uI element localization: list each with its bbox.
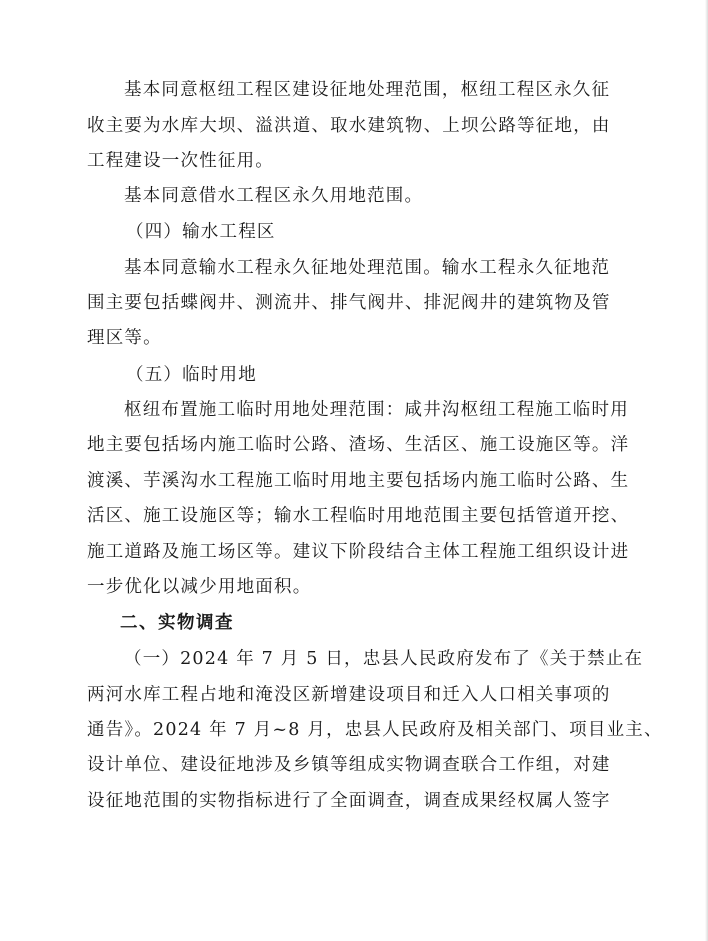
section-heading: （四）输水工程区 [126, 222, 276, 242]
body-line: （一）2024 年 7 月 5 日，忠县人民政府发布了《关于禁止在 [124, 649, 644, 669]
body-line: 收主要为水库大坝、溢洪道、取水建筑物、上坝公路等征地，由 [87, 116, 611, 136]
body-line: 通告》。2024 年 7 月~8 月，忠县人民政府及相关部门、项目业主、 [87, 720, 663, 740]
body-line: 设征地范围的实物指标进行了全面调查，调查成果经权属人签字 [87, 791, 611, 811]
body-line: 基本同意借水工程区永久用地范围。 [124, 186, 424, 206]
section-heading: （五）临时用地 [126, 365, 257, 385]
body-line: 基本同意输水工程永久征地处理范围。输水工程永久征地范 [124, 258, 611, 278]
body-line: 理区等。 [87, 328, 162, 348]
body-line: 活区、施工设施区等；输水工程临时用地范围主要包括管道开挖、 [87, 506, 630, 526]
body-line: 一步优化以减少用地面积。 [87, 577, 312, 597]
body-line: 枢纽布置施工临时用地处理范围：咸井沟枢纽工程施工临时用 [124, 400, 629, 420]
body-line: 地主要包括场内施工临时公路、渣场、生活区、施工设施区等。洋 [87, 435, 630, 455]
body-line: 施工道路及施工场区等。建议下阶段结合主体工程施工组织设计进 [87, 542, 630, 562]
body-line: 两河水库工程占地和淹没区新增建设项目和迁入人口相关事项的 [87, 685, 611, 705]
body-line: 基本同意枢纽工程区建设征地处理范围，枢纽工程区永久征 [124, 80, 611, 100]
body-line: 工程建设一次性征用。 [87, 151, 274, 171]
body-line: 渡溪、芋溪沟水工程施工临时用地主要包括场内施工临时公路、生 [87, 471, 630, 491]
body-line: 设计单位、建设征地涉及乡镇等组成实物调查联合工作组，对建 [87, 755, 611, 775]
chapter-heading: 二、实物调查 [120, 613, 234, 633]
body-line: 围主要包括蝶阀井、测流井、排气阀井、排泥阀井的建筑物及管 [87, 293, 611, 313]
